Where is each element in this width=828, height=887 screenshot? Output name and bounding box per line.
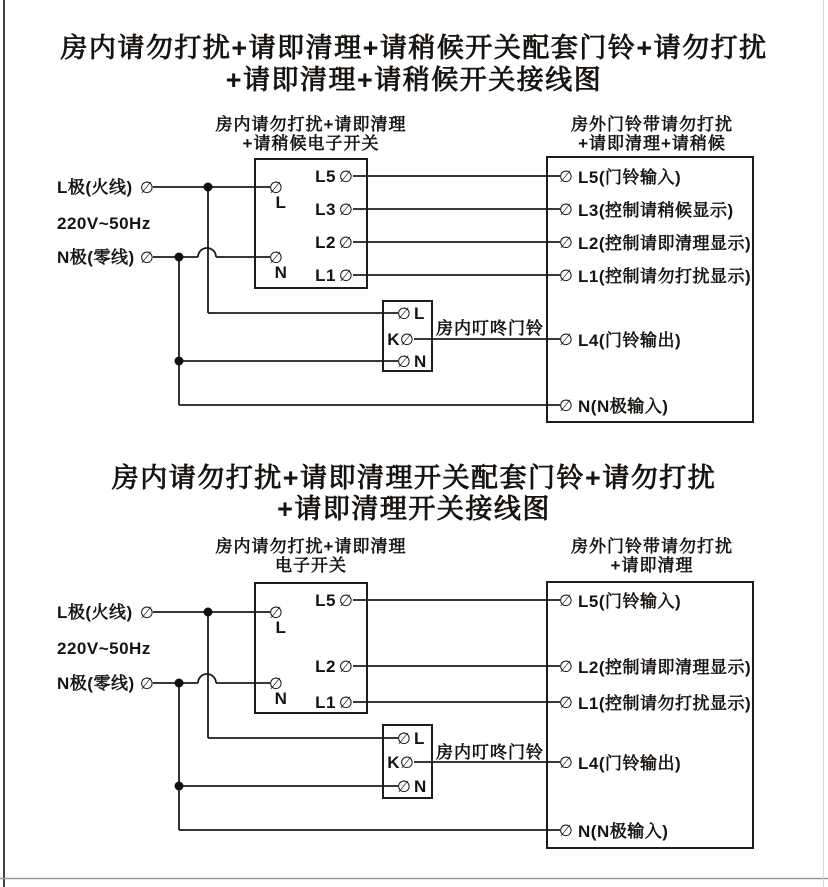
d1-switch-out-l2-icon: ∅: [339, 235, 353, 252]
d1-outdoor-l2-label: L2(控制请即清理显示): [578, 234, 752, 253]
d1-outdoor-l2-icon: ∅: [559, 235, 573, 252]
d2-switch-out-l2-icon: ∅: [339, 659, 353, 676]
d2-switch-out-l1-icon: ∅: [339, 695, 353, 712]
d2-neutral-label: N极(零线): [57, 674, 135, 693]
d2-bell-n-terminal-icon: ∅: [397, 779, 411, 796]
d2-outdoor-n-icon: ∅: [559, 823, 573, 840]
d1-neutral-terminal-icon: ∅: [140, 250, 154, 267]
d1-switch-out-l2-label: L2: [315, 233, 336, 252]
d2-switch-out-l1-label: L1: [315, 693, 336, 712]
d1-outdoor-n-label: N(N极输入): [578, 397, 669, 416]
d1-junction-dot-bell-neutral: [175, 357, 184, 366]
d2-switch-l-terminal-label: L: [275, 618, 287, 637]
d1-switch-label-line1: 房内请勿打扰+请即清理: [215, 115, 407, 134]
d2-outdoor-l5-icon: ∅: [559, 593, 573, 610]
d1-outdoor-label-line2: +请即清理+请稍候: [578, 134, 726, 153]
d2-bell-l-terminal-label: L: [414, 729, 425, 748]
d2-junction-dot-neutral: [175, 679, 184, 688]
d2-switch-n-terminal-label: N: [274, 689, 288, 708]
d1-bell-n-terminal-label: N: [414, 352, 427, 371]
d1-outdoor-l4-label: L4(门铃输出): [578, 331, 682, 350]
d2-outdoor-label-line2: +请即清理: [610, 556, 694, 575]
d2-voltage-label: 220V~50Hz: [57, 639, 151, 658]
d2-switch-l-terminal-icon: ∅: [269, 605, 283, 622]
d2-outdoor-label-line1: 房外门铃带请勿打扰: [571, 537, 733, 556]
d2-outdoor-l2-label: L2(控制请即清理显示): [578, 658, 752, 677]
d1-junction-dot-live: [204, 183, 213, 192]
diagram2-title-line1: 房内请勿打扰+请即清理开关配套门铃+请勿打扰: [111, 463, 717, 493]
d2-outdoor-l1-label: L1(控制请勿打扰显示): [578, 694, 752, 713]
d2-outdoor-l5-label: L5(门铃输入): [578, 592, 682, 611]
d1-outdoor-label-line1: 房外门铃带请勿打扰: [571, 115, 733, 134]
d2-switch-out-l5-label: L5: [315, 591, 336, 610]
d1-outdoor-l1-label: L1(控制请勿打扰显示): [578, 267, 752, 286]
d1-switch-out-l5-label: L5: [315, 167, 336, 186]
d1-bell-l-terminal-icon: ∅: [397, 306, 411, 323]
d1-outdoor-l3-icon: ∅: [559, 202, 573, 219]
d1-voltage-label: 220V~50Hz: [57, 214, 151, 233]
d2-outdoor-l4-icon: ∅: [559, 755, 573, 772]
d2-bell-label: 房内叮咚门铃: [436, 743, 544, 762]
d2-live-terminal-icon: ∅: [140, 605, 154, 622]
d1-outdoor-bell-panel-box: [547, 157, 753, 422]
d1-switch-n-terminal-icon: ∅: [269, 250, 283, 267]
d1-outdoor-l4-icon: ∅: [559, 332, 573, 349]
d2-bell-n-terminal-label: N: [414, 777, 427, 796]
d1-switch-out-l3-icon: ∅: [339, 202, 353, 219]
d1-live-terminal-icon: ∅: [140, 180, 154, 197]
d2-outdoor-l2-icon: ∅: [559, 659, 573, 676]
d2-outdoor-l1-icon: ∅: [559, 695, 573, 712]
d2-neutral-terminal-icon: ∅: [140, 676, 154, 693]
d2-switch-out-l5-icon: ∅: [339, 593, 353, 610]
d1-switch-l-terminal-icon: ∅: [269, 180, 283, 197]
d1-bell-k-terminal-icon: ∅: [400, 332, 414, 349]
d1-live-label: L极(火线): [57, 178, 133, 197]
d1-outdoor-l3-label: L3(控制请稍候显示): [578, 201, 734, 220]
d1-wire-hop-arc: [198, 248, 216, 257]
d1-switch-out-l5-icon: ∅: [339, 169, 353, 186]
diagram1-title-line2: +请即清理+请稍候开关接线图: [225, 65, 603, 95]
d1-junction-dot-neutral: [175, 253, 184, 262]
diagram1-title-line1: 房内请勿打扰+请即清理+请稍候开关配套门铃+请勿打扰: [60, 33, 768, 63]
d1-switch-out-l3-label: L3: [315, 200, 336, 219]
d2-outdoor-bell-panel-box: [547, 582, 753, 848]
d2-junction-dot-bell-neutral: [175, 782, 184, 791]
d1-bell-label: 房内叮咚门铃: [436, 319, 544, 338]
d2-switch-out-l2-label: L2: [315, 657, 336, 676]
d2-wire-hop-arc: [198, 674, 216, 683]
d1-bell-k-terminal-label: K: [387, 330, 400, 349]
d1-switch-out-l1-icon: ∅: [339, 268, 353, 285]
d1-neutral-label: N极(零线): [57, 248, 135, 267]
d1-switch-label-line2: +请稍候电子开关: [242, 134, 380, 153]
d2-switch-label-line2: 电子开关: [275, 556, 347, 575]
d2-bell-l-terminal-icon: ∅: [397, 731, 411, 748]
d1-outdoor-n-icon: ∅: [559, 398, 573, 415]
d1-switch-n-terminal-label: N: [274, 263, 288, 282]
d1-bell-l-terminal-label: L: [414, 304, 425, 323]
d1-switch-l-terminal-label: L: [275, 193, 287, 212]
d2-bell-k-terminal-icon: ∅: [400, 755, 414, 772]
d2-switch-label-line1: 房内请勿打扰+请即清理: [215, 537, 407, 556]
d1-bell-n-terminal-icon: ∅: [397, 354, 411, 371]
d1-outdoor-l1-icon: ∅: [559, 268, 573, 285]
d1-switch-out-l1-label: L1: [315, 266, 336, 285]
d2-outdoor-l4-label: L4(门铃输出): [578, 754, 682, 773]
d1-outdoor-l5-label: L5(门铃输入): [578, 168, 682, 187]
d2-bell-k-terminal-label: K: [387, 753, 400, 772]
d2-junction-dot-live: [204, 608, 213, 617]
d2-outdoor-n-label: N(N极输入): [578, 822, 669, 841]
d2-live-label: L极(火线): [57, 603, 133, 622]
d2-switch-n-terminal-icon: ∅: [269, 676, 283, 693]
d1-outdoor-l5-icon: ∅: [559, 169, 573, 186]
diagram2-title-line2: +请即清理开关接线图: [277, 494, 551, 524]
